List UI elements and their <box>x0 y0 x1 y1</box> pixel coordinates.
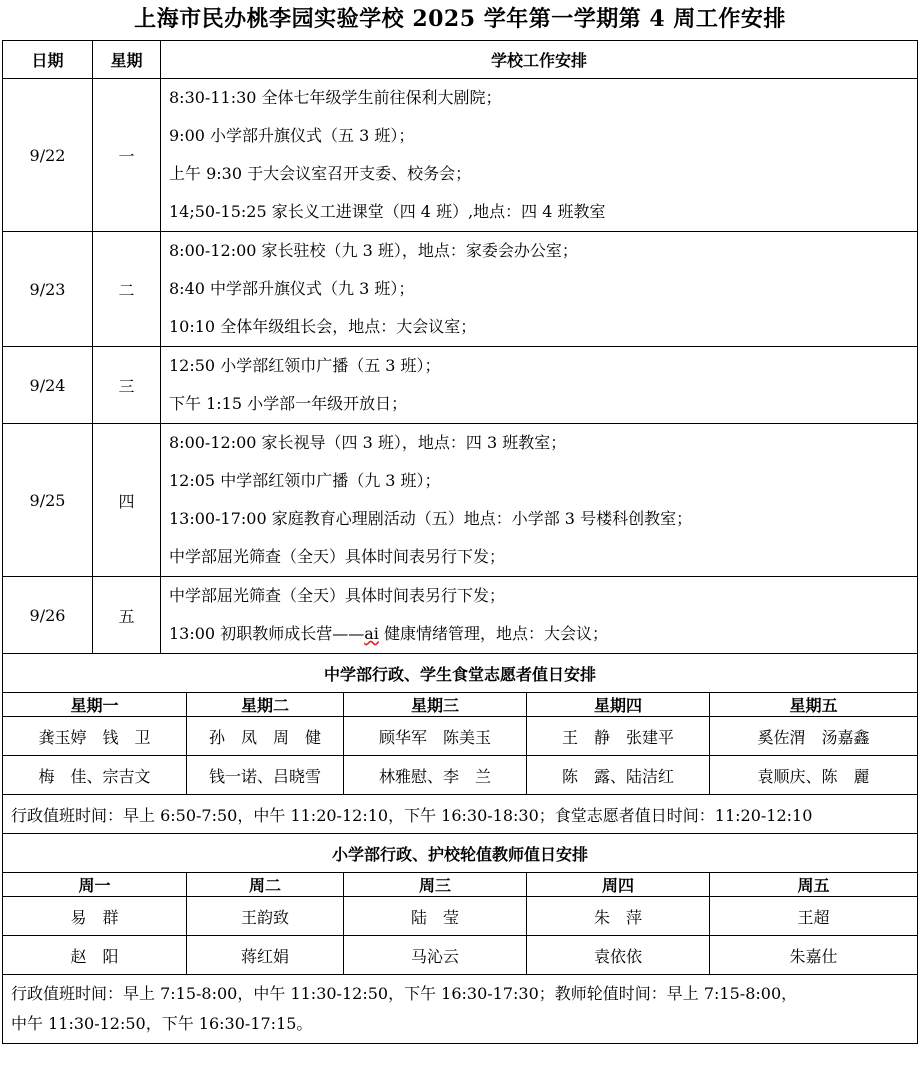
primary-section-title: 小学部行政、护校轮值教师值日安排 <box>3 834 918 873</box>
primary-header-row <box>3 873 918 897</box>
work-item: 8:30-11:30 全体七年级学生前往保利大剧院； <box>169 88 502 107</box>
work-cell <box>161 577 918 654</box>
duty-cell: 王超 <box>710 897 918 936</box>
work-cell <box>161 232 918 347</box>
date-cell: 9/26 <box>3 577 93 654</box>
work-item: 9:00 小学部升旗仪式（五 3 班）； <box>169 126 415 145</box>
middle-header: 星期二 <box>187 693 344 717</box>
weekday-cell: 一 <box>93 79 161 232</box>
duty-cell: 梅 佳、宗吉文 <box>3 756 187 795</box>
primary-duty-row <box>3 897 918 936</box>
middle-section-title-row <box>3 654 918 693</box>
middle-header: 星期五 <box>710 693 918 717</box>
date-cell: 9/25 <box>3 424 93 577</box>
work-cell <box>161 347 918 424</box>
date-cell: 9/24 <box>3 347 93 424</box>
work-item: 12:05 中学部红领巾广播（九 3 班）； <box>169 471 441 490</box>
work-item: 14;50-15:25 家长义工进课堂（四 4 班）,地点：四 4 班教室 <box>169 202 606 221</box>
note-line: 行政值班时间：早上 7:15-8:00，中午 11:30-12:50，下午 16:30-17:30；教师轮值时间：早上 7:15-8:00， <box>11 984 798 1003</box>
work-item: 中学部屈光筛查（全天）具体时间表另行下发； <box>169 547 506 566</box>
spellcheck-underlined-word: ai <box>364 624 379 643</box>
duty-cell: 龚玉婷 钱 卫 <box>3 717 187 756</box>
middle-section-title: 中学部行政、学生食堂志愿者值日安排 <box>3 654 918 693</box>
weekday-cell: 二 <box>93 232 161 347</box>
header-row <box>3 41 918 79</box>
work-item: 中学部屈光筛查（全天）具体时间表另行下发； <box>169 586 506 605</box>
work-item: 8:00-12:00 家长视导（四 3 班），地点：四 3 班教室； <box>169 433 567 452</box>
duty-cell: 钱一诺、吕晓雪 <box>187 756 344 795</box>
primary-note-row <box>3 975 918 1044</box>
duty-cell: 陆 莹 <box>344 897 527 936</box>
work-cell <box>161 424 918 577</box>
work-item <box>161 615 917 653</box>
header-date: 日期 <box>3 41 93 79</box>
primary-duty-time-note <box>3 975 918 1044</box>
middle-note-row <box>3 795 918 834</box>
work-item: 13:00-17:00 家庭教育心理剧活动（五）地点：小学部 3 号楼科创教室； <box>169 509 693 528</box>
date-cell: 9/23 <box>3 232 93 347</box>
header-work: 学校工作安排 <box>161 41 918 79</box>
middle-duty-row <box>3 756 918 795</box>
day-row-fri <box>3 577 918 654</box>
duty-cell: 孙 凤 周 健 <box>187 717 344 756</box>
middle-header: 星期四 <box>527 693 710 717</box>
page-title: 上海市民办桃李园实验学校 2025 学年第一学期第 4 周工作安排 <box>134 6 786 32</box>
work-item-suffix: 健康情绪管理，地点：大会议； <box>378 624 608 643</box>
primary-header: 周五 <box>710 873 918 897</box>
day-row-tue <box>3 232 918 347</box>
note-line: 中午 11:30-12:50，下午 16:30-17:15。 <box>11 1014 313 1033</box>
work-item: 下午 1:15 小学部一年级开放日； <box>169 394 408 413</box>
work-item-prefix: 13:00 初职教师成长营—— <box>169 624 365 643</box>
date-cell: 9/22 <box>3 79 93 232</box>
work-cell <box>161 79 918 232</box>
duty-cell: 赵 阳 <box>3 936 187 975</box>
middle-header: 星期一 <box>3 693 187 717</box>
duty-cell: 蒋红娟 <box>187 936 344 975</box>
day-row-thu <box>3 424 918 577</box>
primary-header: 周二 <box>187 873 344 897</box>
middle-header: 星期三 <box>344 693 527 717</box>
duty-cell: 袁顺庆、陈 麗 <box>710 756 918 795</box>
primary-duty-row <box>3 936 918 975</box>
duty-cell: 林雅慰、李 兰 <box>344 756 527 795</box>
middle-header-row <box>3 693 918 717</box>
header-weekday: 星期 <box>93 41 161 79</box>
work-item: 8:00-12:00 家长驻校（九 3 班），地点：家委会办公室； <box>169 241 578 260</box>
middle-duty-time-note: 行政值班时间：早上 6:50-7:50，中午 11:20-12:10，下午 16:30-18:30；食堂志愿者值日时间：11:20-12:10 <box>3 795 918 834</box>
day-row-mon <box>3 79 918 232</box>
duty-cell: 王韵致 <box>187 897 344 936</box>
primary-header: 周四 <box>527 873 710 897</box>
work-item: 10:10 全体年级组长会，地点：大会议室； <box>169 317 477 336</box>
primary-header: 周三 <box>344 873 527 897</box>
day-row-wed <box>3 347 918 424</box>
duty-cell: 朱 萍 <box>527 897 710 936</box>
duty-cell: 顾华军 陈美玉 <box>344 717 527 756</box>
duty-cell: 马沁云 <box>344 936 527 975</box>
work-item: 12:50 小学部红领巾广播（五 3 班）； <box>169 356 441 375</box>
work-item: 上午 9:30 于大会议室召开支委、校务会； <box>169 164 472 183</box>
weekday-cell: 四 <box>93 424 161 577</box>
weekday-cell: 三 <box>93 347 161 424</box>
duty-cell: 朱嘉仕 <box>710 936 918 975</box>
duty-cell: 易 群 <box>3 897 187 936</box>
duty-cell: 奚佐渭 汤嘉鑫 <box>710 717 918 756</box>
primary-header: 周一 <box>3 873 187 897</box>
weekday-cell: 五 <box>93 577 161 654</box>
duty-cell: 陈 露、陆洁红 <box>527 756 710 795</box>
schedule-table <box>2 40 918 1044</box>
work-item: 8:40 中学部升旗仪式（九 3 班）； <box>169 279 415 298</box>
duty-cell: 王 静 张建平 <box>527 717 710 756</box>
primary-section-title-row <box>3 834 918 873</box>
duty-cell: 袁依依 <box>527 936 710 975</box>
middle-duty-row <box>3 717 918 756</box>
